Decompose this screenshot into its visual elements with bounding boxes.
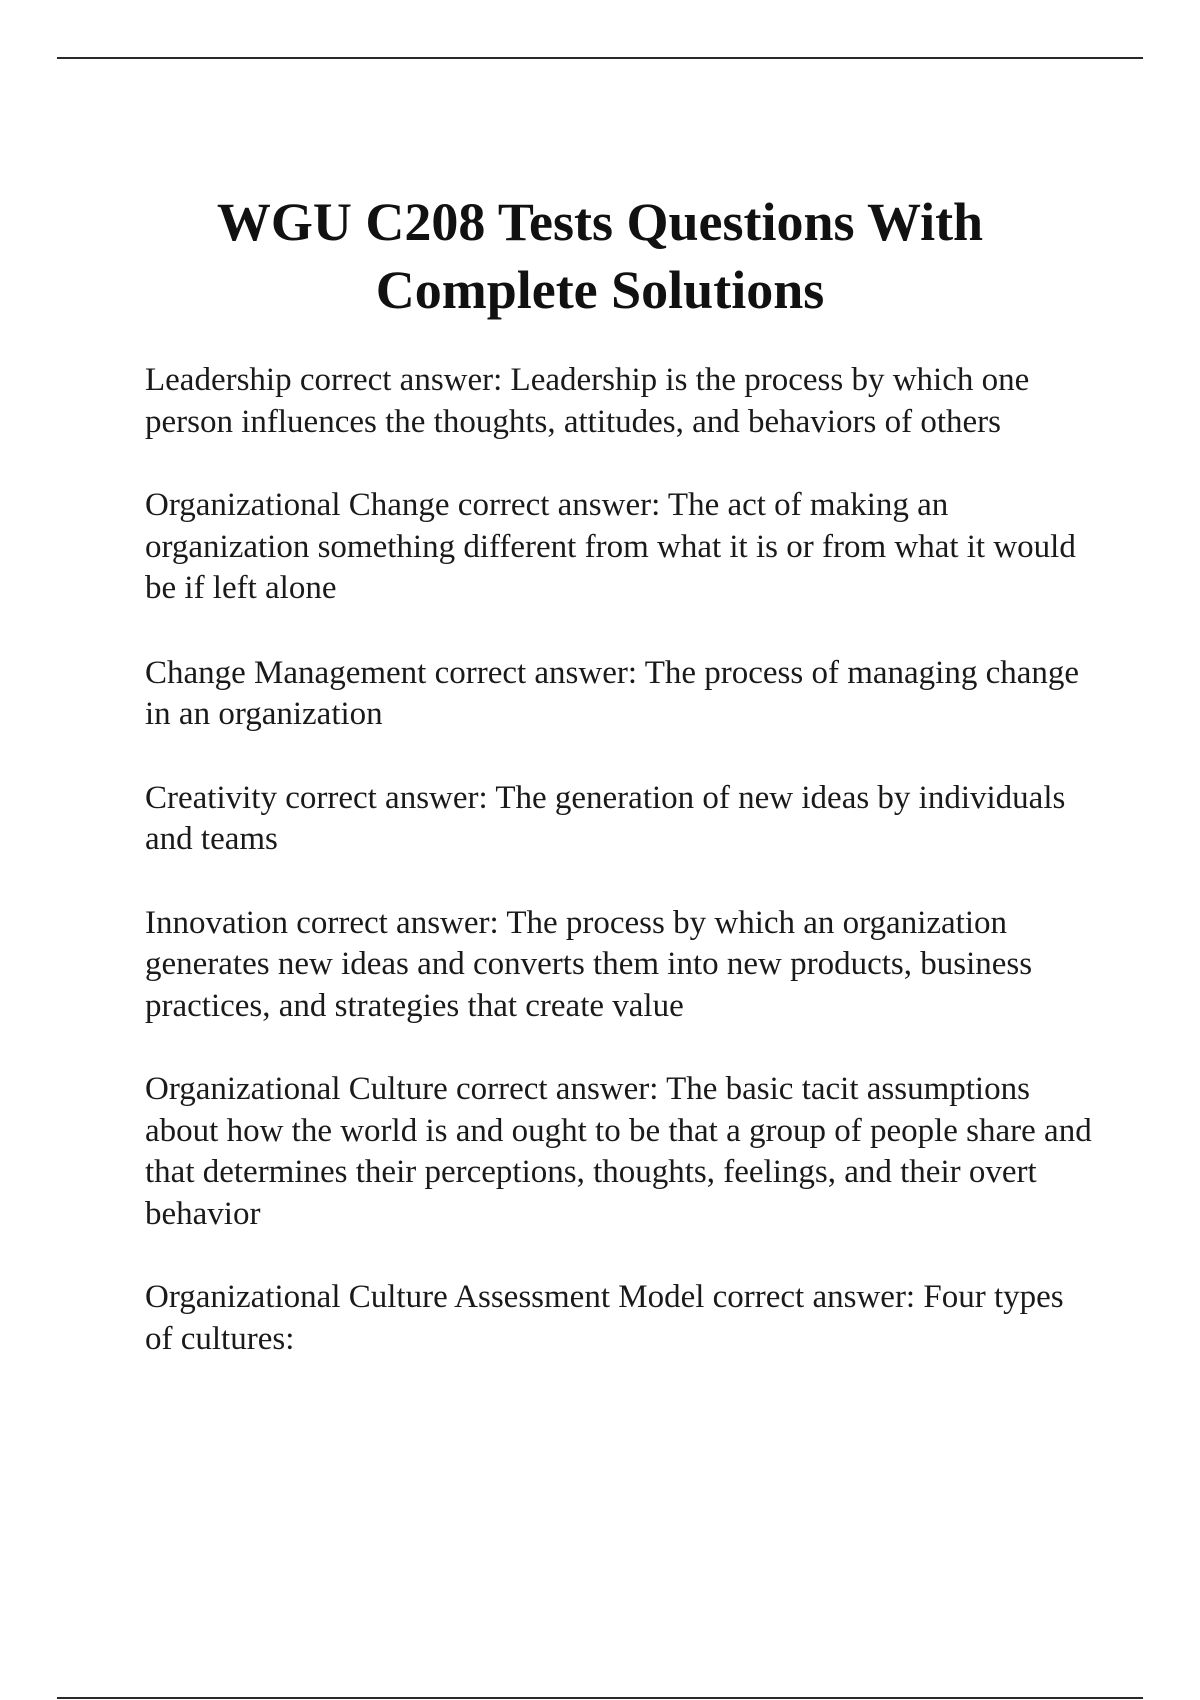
- qa-entry-leadership: Leadership correct answer: Leadership is the process by which one person influences the thoughts, attitudes, and behaviors of others: [145, 362, 1030, 440]
- qa-entry-change-management: Change Management correct answer: The process of managing change in an organization: [145, 654, 1080, 732]
- qa-entry-organizational-culture: Organizational Culture correct answer: The basic tacit assumptions about how the world is and ought to be that a group of people share and that determines their perceptions, thoughts, feelings, and their overt behavior: [145, 1071, 1092, 1232]
- page-title: [0, 188, 1200, 324]
- top-divider: [57, 57, 1143, 59]
- title-line-1: WGU C208 Tests Questions With: [216, 192, 984, 252]
- qa-list: [145, 360, 1095, 1402]
- qa-entry-innovation: Innovation correct answer: The process by which an organization generates new ideas and converts them into new products, business practices, and strategies that create value: [145, 904, 1033, 1024]
- qa-entry-organizational-change: Organizational Change correct answer: The act of making an organization something different from what it is or from what it would be if left alone: [145, 487, 1076, 606]
- bottom-divider: [57, 1697, 1143, 1699]
- qa-entry-creativity: Creativity correct answer: The generation of new ideas by individuals and teams: [145, 779, 1066, 857]
- qa-entry-culture-assessment-model: Organizational Culture Assessment Model correct answer: Four types of cultures:: [145, 1279, 1064, 1357]
- title-line-2: Complete Solutions: [375, 260, 825, 320]
